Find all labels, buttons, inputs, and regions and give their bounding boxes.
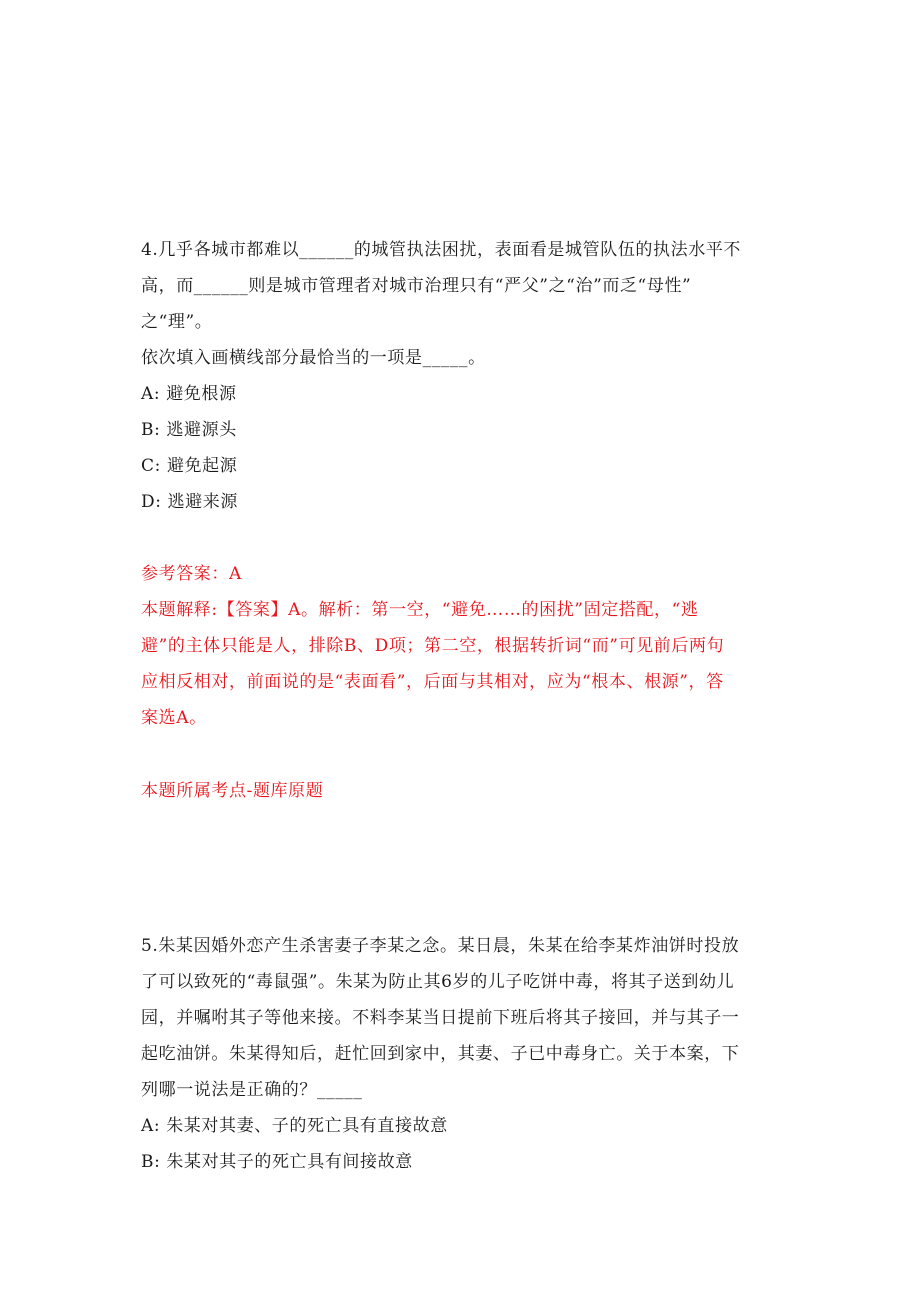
q5-stem-line-1: 5.朱某因婚外恋产生杀害妻子李某之念。某日晨，朱某在给李某炸油饼时投放 (141, 936, 740, 956)
q4-stem-line-1: 4.几乎各城市都难以______的城管执法困扰，表面看是城管队伍的执法水平不 (141, 240, 742, 260)
q4-explanation-line-1: 本题解释:【答案】A。解析：第一空，“避免……的困扰”固定搭配，“逃 (141, 600, 699, 620)
q4-option-a: A: 避免根源 (141, 384, 237, 404)
q4-option-c: C: 避免起源 (141, 456, 238, 476)
q5-stem-line-4: 起吃油饼。朱某得知后，赶忙回到家中，其妻、子已中毒身亡。关于本案，下 (141, 1044, 740, 1064)
q4-stem-line-3: 之“理”。 (141, 312, 213, 332)
q4-explanation-line-2: 避”的主体只能是人，排除B、D项；第二空，根据转折词“而”可见前后两句 (141, 636, 725, 656)
q5-stem-line-3: 园，并嘱咐其子等他来接。不料李某当日提前下班后将其子接回，并与其子一 (141, 1008, 740, 1028)
q5-option-a: A: 朱某对其妻、子的死亡具有直接故意 (141, 1116, 448, 1136)
q5-stem-line-5: 列哪一说法是正确的？_____ (141, 1080, 363, 1100)
q4-topic: 本题所属考点-题库原题 (141, 781, 324, 801)
q4-option-b: B: 逃避源头 (141, 420, 237, 440)
q4-prompt: 依次填入画横线部分最恰当的一项是_____。 (141, 348, 486, 368)
q4-explanation-line-4: 案选A。 (141, 708, 207, 728)
q4-option-d: D: 逃避来源 (141, 492, 238, 512)
q5-stem-line-2: 了可以致死的“毒鼠强”。朱某为防止其6岁的儿子吃饼中毒，将其子送到幼儿 (141, 972, 735, 992)
q4-stem-line-2: 高，而______则是城市管理者对城市治理只有“严父”之“治”而乏“母性” (141, 276, 692, 296)
q5-option-b: B: 朱某对其子的死亡具有间接故意 (141, 1152, 413, 1172)
q4-explanation-line-3: 应相反相对，前面说的是“表面看”，后面与其相对，应为“根本、根源”，答 (141, 672, 724, 692)
q4-answer: 参考答案：A (141, 564, 242, 584)
